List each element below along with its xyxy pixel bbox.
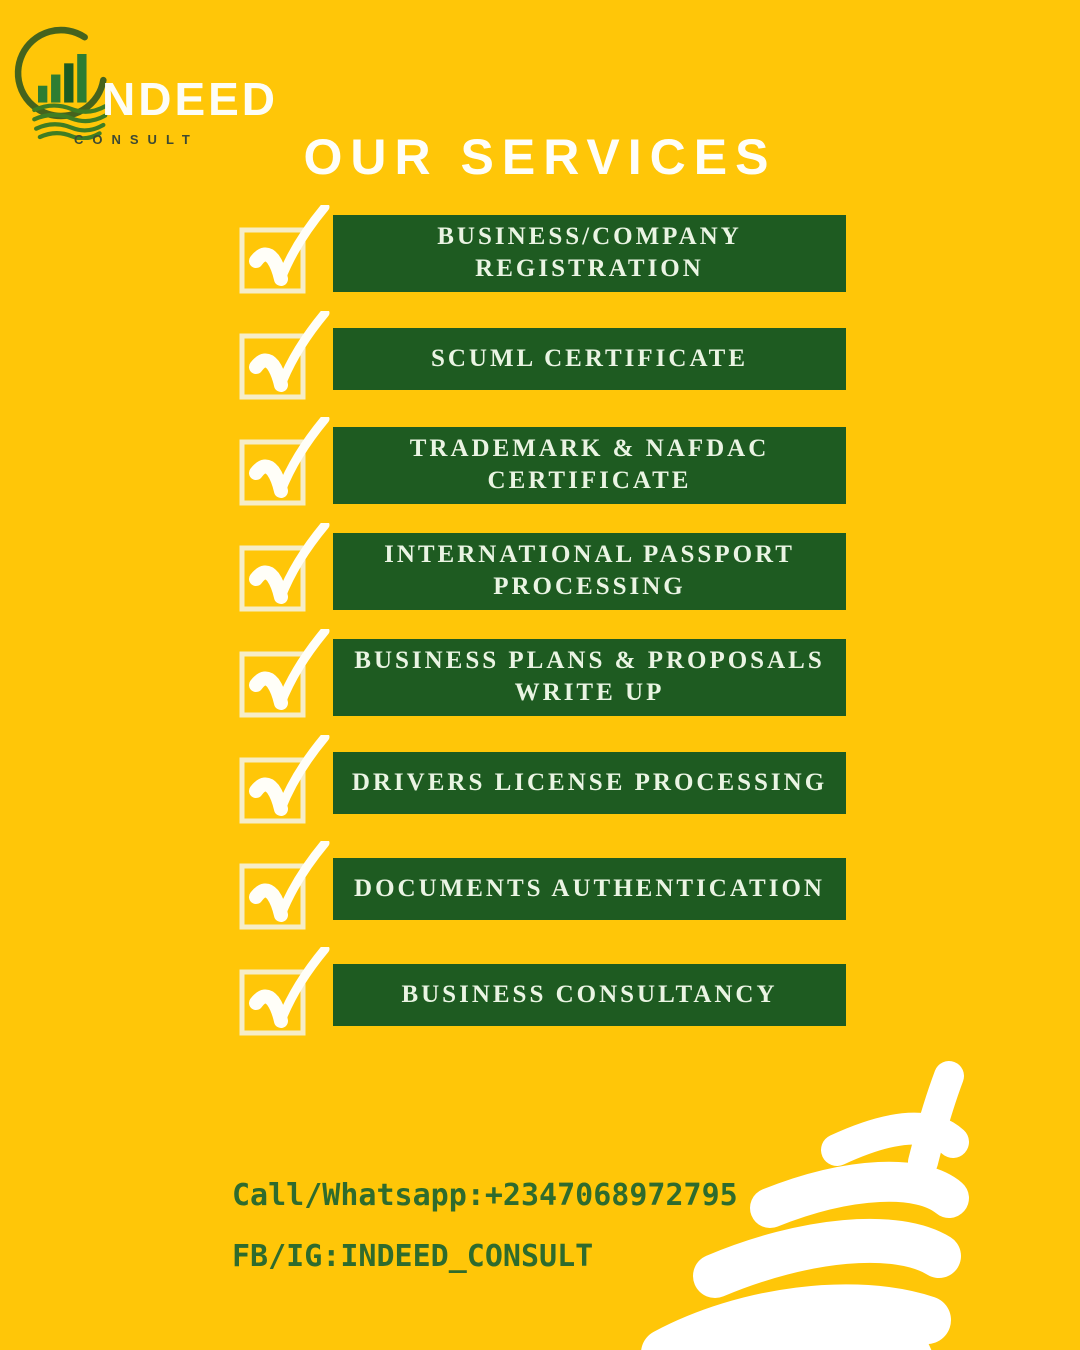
checked-checkbox-icon (237, 205, 333, 301)
service-bar (333, 533, 846, 610)
contact-phone: Call/Whatsapp:+2347068972795 (232, 1178, 738, 1213)
brand-logo (10, 24, 279, 147)
service-label: BUSINESS/COMPANY REGISTRATION (437, 222, 742, 282)
service-label: DOCUMENTS AUTHENTICATION (354, 874, 825, 902)
service-row (237, 947, 846, 1043)
service-row (237, 735, 846, 831)
checked-checkbox-icon (237, 629, 333, 725)
service-label: SCUML CERTIFICATE (430, 344, 749, 372)
service-row (237, 841, 846, 937)
service-row (237, 205, 846, 301)
checked-checkbox-icon (237, 417, 333, 513)
service-label: BUSINESS PLANS & PROPOSALS WRITE UP (354, 646, 825, 706)
service-bar (333, 639, 846, 716)
checked-checkbox-icon (237, 311, 333, 407)
service-bar (333, 964, 846, 1026)
service-label: DRIVERS LICENSE PROCESSING (351, 768, 828, 796)
page-title: OUR SERVICES (303, 129, 777, 185)
checked-checkbox-icon (237, 841, 333, 937)
service-label: BUSINESS CONSULTANCY (401, 980, 778, 1008)
service-row (237, 629, 846, 725)
checked-checkbox-icon (237, 523, 333, 619)
service-bar (333, 328, 846, 390)
service-label: INTERNATIONAL PASSPORT PROCESSING (384, 540, 795, 600)
service-label: TRADEMARK & NAFDAC CERTIFICATE (409, 434, 770, 494)
brand-subtitle: CONSULT (74, 132, 199, 147)
service-row (237, 417, 846, 513)
service-row (237, 311, 846, 407)
contact-social: FB/IG:INDEED_CONSULT (232, 1239, 594, 1274)
services-list (237, 205, 846, 1053)
checked-checkbox-icon (237, 735, 333, 831)
service-bar (333, 752, 846, 814)
palm-leaf-icon (605, 1058, 1005, 1350)
service-row (237, 523, 846, 619)
service-bar (333, 215, 846, 292)
service-bar (333, 427, 846, 504)
checked-checkbox-icon (237, 947, 333, 1043)
brand-name: NDEED (102, 73, 279, 125)
service-bar (333, 858, 846, 920)
